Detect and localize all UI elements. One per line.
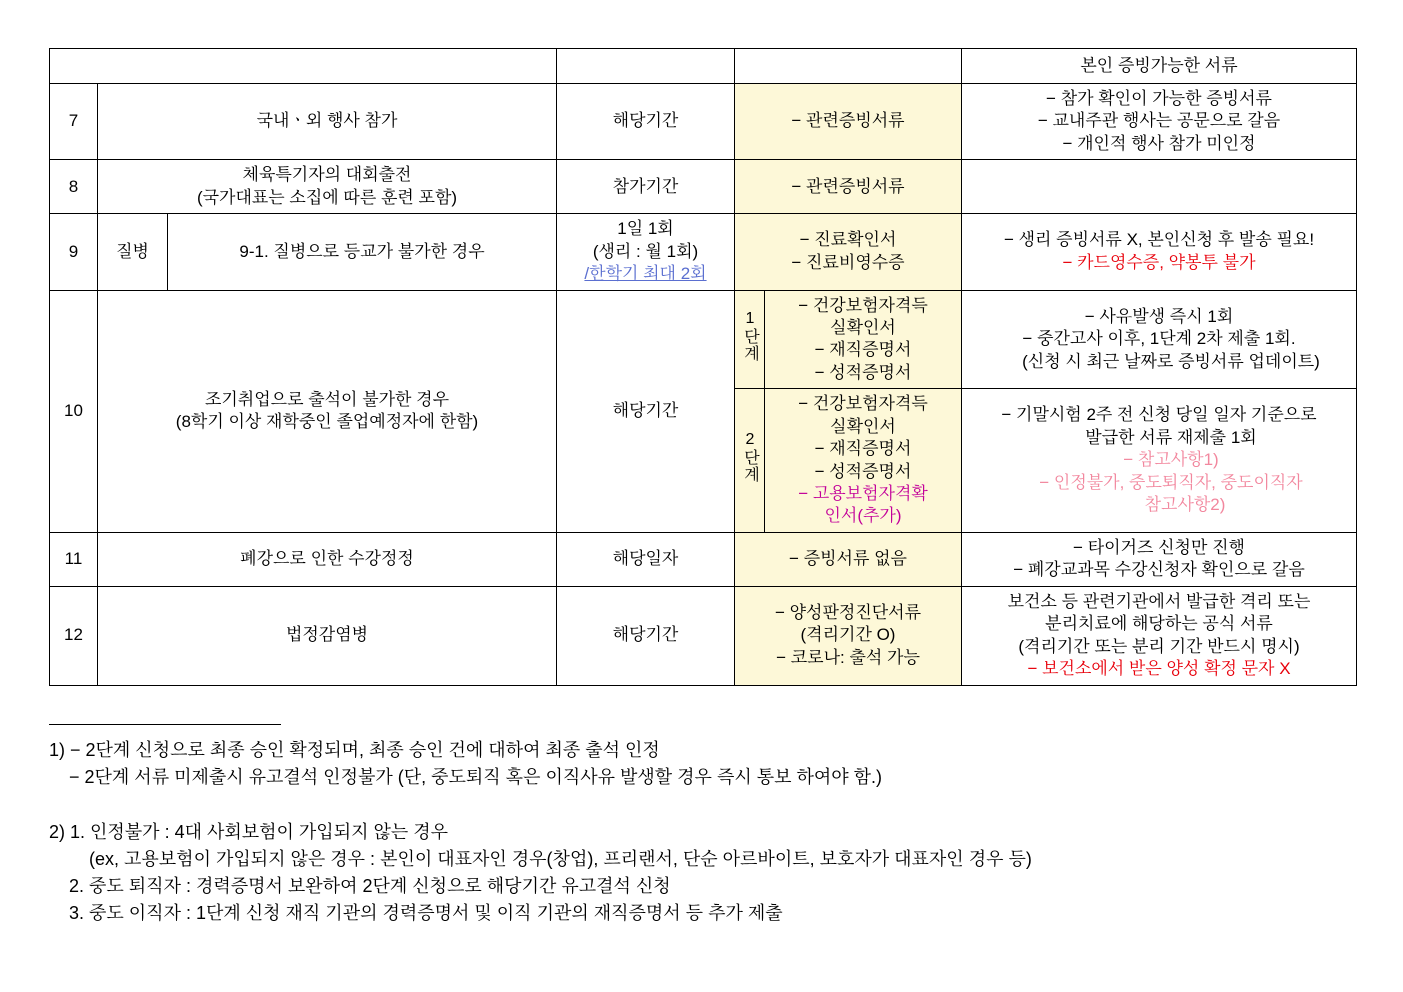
footnote-2: 2) 1. 인정불가 : 4대 사회보험이 가입되지 않는 경우 (ex, 고용보험이 가입되지 않은 경우 : 본인이 대표자인 경우(창업), 프리랜서, 단순 아르바이트, 보호자가 대표자인 경우 등) 2. 중도 퇴직자 : 경력증명서 보완하여 2단계 신청으로 해당기간 유고결석 신청 3. 중도 이직자 : 1단계 신청 재직 기관의 경력증명서 및 이직 기관의 재직증명서 등 추가 제출	[49, 822, 1032, 923]
row-notes: 보건소 등 관련기관에서 발급한 격리 또는 분리치료에 해당하는 공식 서류 (격리기간 또는 분리 기간 반드시 명시) − 보건소에서 받은 양성 확정 문자 X	[962, 586, 1357, 685]
row-period: 해당기간	[557, 84, 735, 160]
footnote-divider	[49, 724, 281, 725]
row-description: 조기취업으로 출석이 불가한 경우 (8학기 이상 재학중인 졸업예정자에 한함)	[98, 290, 557, 532]
stage-label-2: 2단계	[735, 389, 765, 533]
row-documents-stage2: − 건강보험자격득 실확인서 − 재직증명서 − 성적증명서 − 고용보험자격확 인서(추가)	[765, 389, 962, 533]
table-header-row	[50, 49, 1357, 84]
row-description: 법정감염병	[98, 586, 557, 685]
footnote-gap	[49, 797, 1369, 819]
row-notes	[962, 160, 1357, 214]
attendance-criteria-table	[49, 48, 1357, 686]
row-documents: − 진료확인서 − 진료비영수증	[735, 214, 962, 290]
footnotes-section	[49, 724, 1369, 933]
row-period: 참가기간	[557, 160, 735, 214]
row-notes-stage1: − 사유발생 즉시 1회 − 중간고사 이후, 1단계 2차 제출 1회. (신청 시 최근 날짜로 증빙서류 업데이트)	[962, 290, 1357, 389]
row-description: 국내ㆍ외 행사 참가	[98, 84, 557, 160]
row-description: 폐강으로 인한 수강정정	[98, 532, 557, 586]
row-number: 8	[50, 160, 98, 214]
row-period: 해당기간	[557, 290, 735, 532]
table-row	[50, 214, 1357, 290]
row-notes-stage2: − 기말시험 2주 전 신청 당일 일자 기준으로 발급한 서류 재제출 1회 − 참고사항1) − 인정불가, 중도퇴직자, 중도이직자 참고사항2)	[962, 389, 1357, 533]
row-documents-stage1: − 건강보험자격득 실확인서 − 재직증명서 − 성적증명서	[765, 290, 962, 389]
table-row	[50, 532, 1357, 586]
row-period: 해당일자	[557, 532, 735, 586]
row-number: 10	[50, 290, 98, 532]
row-number: 12	[50, 586, 98, 685]
row-notes: − 타이거즈 신청만 진행 − 폐강교과목 수강신청자 확인으로 갈음	[962, 532, 1357, 586]
row-number: 9	[50, 214, 98, 290]
footnote-1: 1) − 2단계 신청으로 최종 승인 확정되며, 최종 승인 건에 대하여 최종 출석 인정 − 2단계 서류 미제출시 유고결석 인정불가 (단, 중도퇴직 혹은 이직사유 발생할 경우 즉시 통보 하여야 함.)	[49, 740, 883, 787]
header-blank-period	[557, 49, 735, 84]
row-description: 9-1. 질병으로 등교가 불가한 경우	[168, 214, 557, 290]
row-number: 11	[50, 532, 98, 586]
row-documents: − 양성판정진단서류 (격리기간 O) − 코로나: 출석 가능	[735, 586, 962, 685]
row-number: 7	[50, 84, 98, 160]
table-row	[50, 586, 1357, 685]
row-notes: − 참가 확인이 가능한 증빙서류 − 교내주관 행사는 공문으로 갈음 − 개인적 행사 참가 미인정	[962, 84, 1357, 160]
header-blank-docs	[735, 49, 962, 84]
row-period: 해당기간	[557, 586, 735, 685]
table-row	[50, 160, 1357, 214]
row-category: 질병	[98, 214, 168, 290]
stage-label-1: 1단계	[735, 290, 765, 389]
table-row	[50, 84, 1357, 160]
row-description: 체육특기자의 대회출전 (국가대표는 소집에 따른 훈련 포함)	[98, 160, 557, 214]
row-documents: − 관련증빙서류	[735, 160, 962, 214]
header-blank-left	[50, 49, 557, 84]
row-notes: − 생리 증빙서류 X, 본인신청 후 발송 필요! − 카드영수증, 약봉투 불가	[962, 214, 1357, 290]
table-row	[50, 290, 1357, 389]
row-documents: − 증빙서류 없음	[735, 532, 962, 586]
row-period: 1일 1회 (생리 : 월 1회) /한학기 최대 2회	[557, 214, 735, 290]
row-documents: − 관련증빙서류	[735, 84, 962, 160]
header-notes-label: 본인 증빙가능한 서류	[962, 49, 1357, 84]
